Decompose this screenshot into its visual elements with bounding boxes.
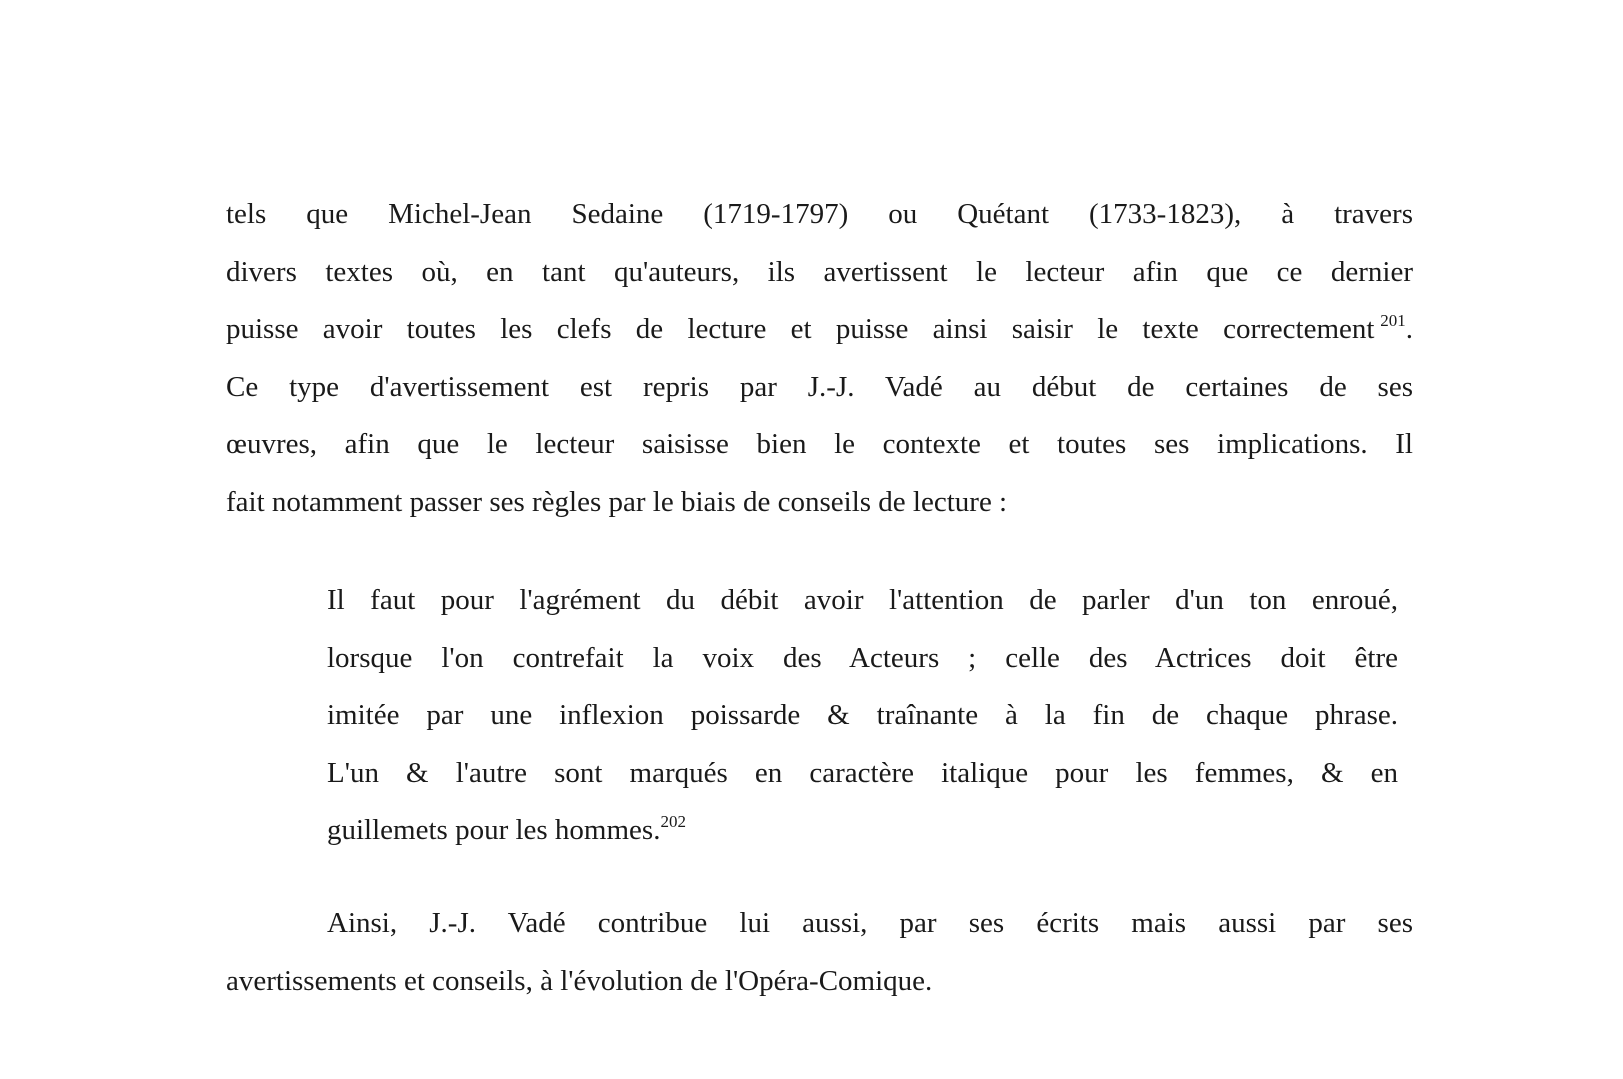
paragraph-line: divers textes où, en tant qu'auteurs, ils avertissent le lecteur afin que ce dernier (226, 255, 1413, 288)
quote-line: imitée par une inflexion poissarde & traînante à la fin de chaque phrase. (327, 699, 1398, 732)
paragraph-line (226, 301, 1413, 359)
body-paragraph-1 (226, 186, 1413, 532)
quote-line-text: guillemets pour les hommes. (327, 814, 661, 847)
footnote-ref-201: 201 (1380, 311, 1406, 331)
block-quotation (327, 572, 1398, 860)
body-paragraph-2 (226, 895, 1413, 1010)
footnote-ref-202: 202 (660, 812, 686, 832)
paragraph-line: avertissements et conseils, à l'évolution de l'Opéra-Comique. (226, 964, 933, 997)
quote-line (327, 802, 1398, 860)
paragraph-line: fait notamment passer ses règles par le biais de conseils de lecture : (226, 485, 1008, 518)
quote-line: Il faut pour l'agrément du débit avoir l'attention de parler d'un ton enroué, (327, 584, 1398, 616)
paragraph-line: Ce type d'avertissement est repris par J.-J. Vadé au début de certaines de ses (226, 370, 1413, 403)
paragraph-line: Ainsi, J.-J. Vadé contribue lui aussi, par ses écrits mais aussi par ses (327, 907, 1413, 939)
paragraph-line-end: . (1405, 313, 1413, 346)
paragraph-line: tels que Michel-Jean Sedaine (1719-1797) ou Quétant (1733-1823), à travers (226, 198, 1413, 230)
quote-line: L'un & l'autre sont marqués en caractère italique pour les femmes, & en (327, 756, 1398, 789)
paragraph-line: œuvres, afin que le lecteur saisisse bien le contexte et toutes ses implications. Il (226, 428, 1413, 461)
quote-line: lorsque l'on contrefait la voix des Acteurs ; celle des Actrices doit être (327, 641, 1398, 674)
paragraph-line-text: puisse avoir toutes les clefs de lecture et puisse ainsi saisir le texte correctement (226, 313, 1375, 346)
